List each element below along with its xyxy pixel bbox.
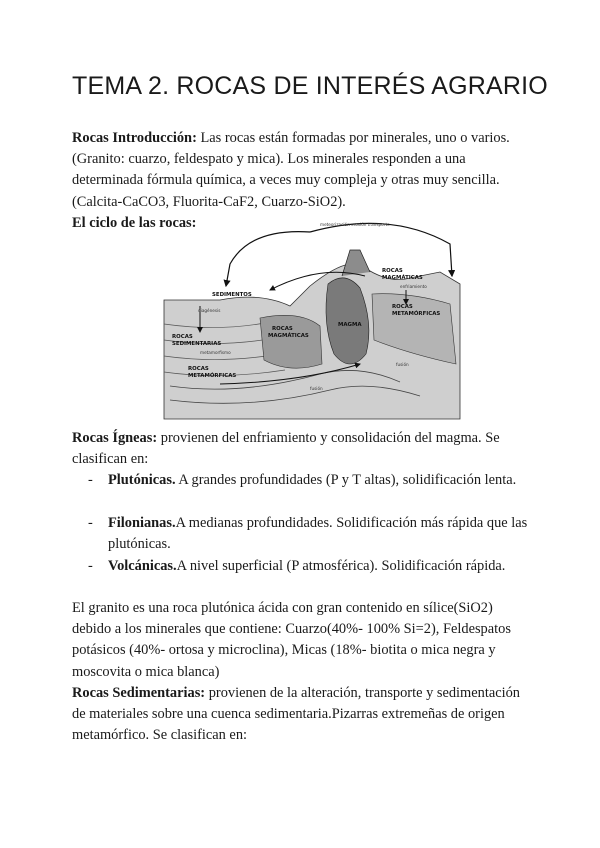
label-rocas-meta-left-2: METAMÓRFICAS xyxy=(188,373,237,379)
igneas-heading: Rocas Ígneas: xyxy=(72,430,158,446)
sedimentarias-paragraph xyxy=(72,683,532,747)
label-rocas-meta-right-2: METAMÓRFICAS xyxy=(392,311,441,317)
granito-paragraph: El granito es una roca plutónica ácida con gran contenido en sílice(SiO2) debido a los minerales que contiene: Cuarzo(40%- 100% Si=2), Feldespatos potásicos (40%- ortosa y microclina), Micas (18%- biotita o mica negra y moscovita o mica blanca) xyxy=(72,600,511,680)
intro-text: Las rocas están formadas por minerales, uno o varios. (Granito: cuarzo, feldespato y mica). Los minerales responden a una determinada fórmula química, a veces muy compleja y otras muy sencilla. (Calcita-CaCO3, Fluorita-CaF2, Cuarzo-SiO2). xyxy=(72,130,510,210)
list-item-plutonicas xyxy=(88,470,528,491)
label-sedimentos: SEDIMENTOS xyxy=(212,292,252,298)
list-item-filonianas xyxy=(88,513,528,555)
label-enfriamiento: enfriamiento xyxy=(400,284,427,289)
arrow-top xyxy=(310,223,452,276)
desc-volcanicas: A nivel superficial (P atmosférica). Solidificación rápida. xyxy=(176,558,506,574)
intro-paragraph xyxy=(72,128,532,213)
label-rocas-sed-2: SEDIMENTARIAS xyxy=(172,341,222,347)
sedimentarias-text: provienen de la alteración, transporte y sedimentación de materiales sobre una cuenca sedimentaria.Pizarras extremeñas de origen metamórfico. Se clasifican en: xyxy=(72,685,520,744)
desc-plutonicas: A grandes profundidades (P y T altas), solidificación lenta. xyxy=(175,472,517,488)
label-fusion: fusión xyxy=(310,386,323,391)
igneas-text: provienen del enfriamiento y consolidación del magma. Se clasifican en: xyxy=(72,430,500,468)
label-fusion-right: fusión xyxy=(396,362,409,367)
list-dash: - xyxy=(88,472,93,488)
cycle-heading-text: El ciclo de las rocas: xyxy=(72,215,197,231)
label-rocas-sed-1: ROCAS xyxy=(172,334,193,340)
term-plutonicas: Plutónicas. xyxy=(108,472,176,488)
label-rocas-mag-top-2: MAGMÁTICAS xyxy=(382,275,423,281)
rock-cycle-diagram xyxy=(160,214,466,424)
list-item-volcanicas xyxy=(88,556,528,577)
label-metamorfismo: metamorfismo xyxy=(200,350,231,355)
label-rocas-meta-left-1: ROCAS xyxy=(188,366,209,372)
list-dash: - xyxy=(88,558,93,574)
magmatic-body xyxy=(260,315,322,368)
arrow-top-left xyxy=(226,232,310,286)
label-rocas-mag-top-1: ROCAS xyxy=(382,268,403,274)
term-volcanicas: Volcánicas. xyxy=(108,558,177,574)
desc-filonianas: A medianas profundidades. Solidificación más rápida que las plutónicas. xyxy=(108,515,528,553)
label-rocas-mag-center-1: ROCAS xyxy=(272,326,293,332)
page-title: TEMA 2. ROCAS DE INTERÉS AGRARIO xyxy=(72,72,548,100)
label-magma: MAGMA xyxy=(338,322,362,328)
label-rocas-mag-center-2: MAGMÁTICAS xyxy=(268,333,309,339)
label-diagenesis: diagénesis xyxy=(198,308,221,313)
intro-heading: Rocas Introducción: xyxy=(72,130,197,146)
sedimentarias-heading: Rocas Sedimentarias: xyxy=(72,685,206,701)
term-filonianas: Filonianas. xyxy=(108,515,176,531)
label-rocas-meta-right-1: ROCAS xyxy=(392,304,413,310)
label-top-arrow: meteorización erosión transporte xyxy=(320,222,390,227)
igneas-paragraph xyxy=(72,428,532,470)
list-dash: - xyxy=(88,515,93,531)
volcano xyxy=(342,250,370,276)
